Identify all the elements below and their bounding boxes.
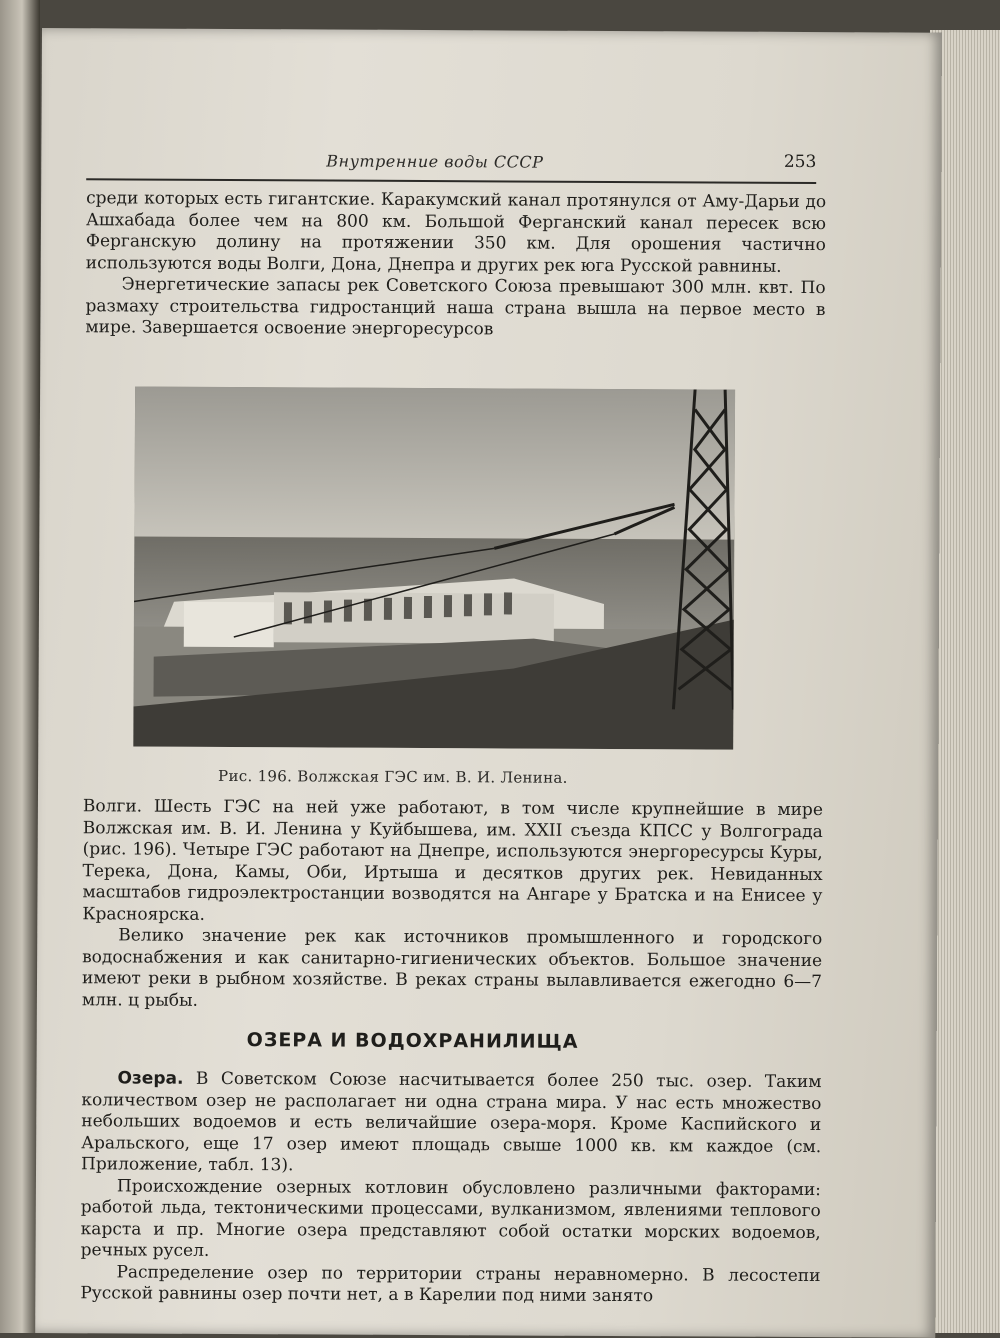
paragraph: Происхождение озерных котловин обусловлено различными факторами: работой льда, тектоническими процессами, вулканизмом, явлениями теплового карста и пр. Многие озера представляют собой остатки морских водоемов, речных русел. (80, 1175, 821, 1261)
page-number: 253 (783, 151, 817, 173)
text-block-middle (82, 796, 823, 1015)
running-title: Внутренние воды СССР (326, 151, 544, 172)
paragraph: Волги. Шесть ГЭС на ней уже работают, в том числе крупнейшие в мире Волжская им. В. И. Ленина у Куйбышева, им. XXII съезда КПСС у Волгограда (рис. 196). Четыре ГЭС работают на Днепре, используются энергоресурсы Куры, Терека, Дона, Камы, Оби, Иртыша и десятков других рек. Невиданных масштабов гидроэлектростанции возводятся на Ангаре у Братска и на Енисее у Красноярска. (82, 796, 823, 925)
paragraph: среди которых есть гигантские. Каракумский канал протянулся от Аму-Дарьи до Ашхабада более чем на 800 км. Большой Ферганский канал пересек всю Ферганскую долину на протяжении 350 км. Для орошения частично используются воды Волги, Дона, Днепра и других рек юга Русской равнины. (85, 188, 827, 277)
dam-photograph (133, 386, 735, 749)
section-heading: ОЗЕРА И ВОДОХРАНИЛИЩА (246, 1029, 579, 1053)
book-page (35, 28, 942, 1338)
text-block-top (85, 188, 826, 342)
hydro-plant-photo-illustration (133, 386, 735, 749)
running-header (86, 138, 816, 184)
paragraph: Велико значение рек как источников промышленного и городского водоснабжения и как санитарно-гигиенических объектов. Большое значение имеют реки в рыбном хозяйстве. В реках страны вылавливается ежегодно 6—7 млн. ц рыбы. (81, 925, 823, 1011)
text-block-bottom (80, 1068, 821, 1308)
paragraph (81, 1068, 822, 1179)
paragraph: Энергетические запасы рек Советского Союза превышают 300 млн. квт. По размаху строительства гидростанций наша страна вышла на первое место в мире. Завершается освоение энергоресурсов (85, 274, 826, 340)
paragraph-text: В Советском Союзе насчитывается более 250 тыс. озер. Таким количеством озер не располагает ни одна страна мира. У нас есть множество небольших водоемов и есть величайшие озера-моря. Кроме Каспийского и Аральского, еще 17 озер имеют площадь свыше 1000 кв. км каждое (см. Приложение, табл. 13). (80, 1068, 822, 1176)
left-page-edge (0, 0, 40, 1333)
paragraph-lead: Озера. (117, 1068, 184, 1089)
paragraph: Распределение озер по территории страны неравномерно. В лесостепи Русской равнины озер почти нет, а в Карелии под ними занято (80, 1261, 821, 1307)
figure-caption: Рис. 196. Волжская ГЭС им. В. И. Ленина. (218, 766, 568, 787)
